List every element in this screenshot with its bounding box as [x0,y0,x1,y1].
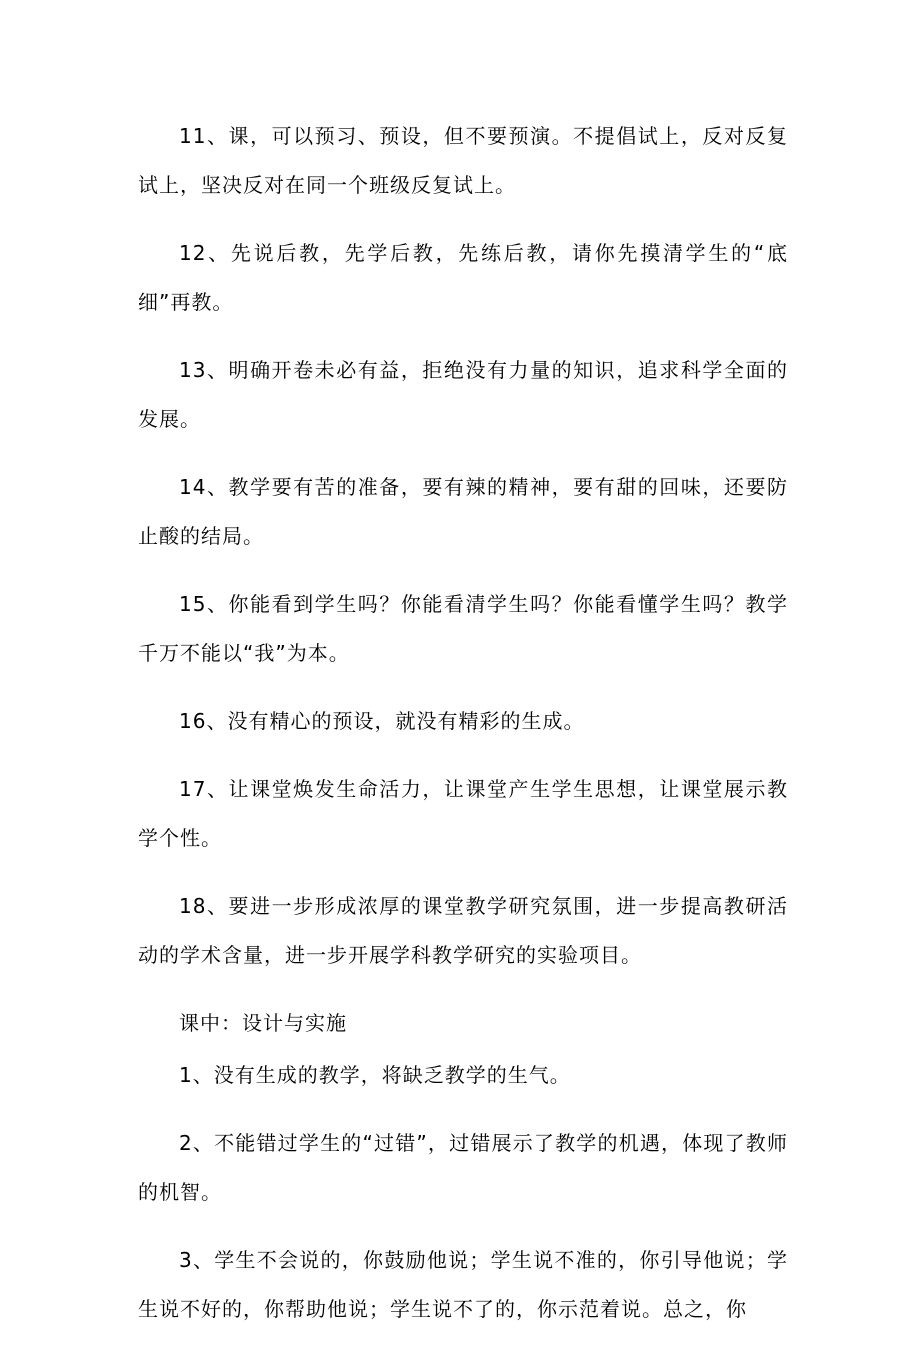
paragraph-13: 13、明确开卷未必有益，拒绝没有力量的知识，追求科学全面的发展。 [138,358,788,431]
paragraph-15: 15、你能看到学生吗？你能看清学生吗？你能看懂学生吗？教学千万不能以“我”为本。 [138,592,788,665]
paragraph-17: 17、让课堂焕发生命活力，让课堂产生学生思想，让课堂展示教学个性。 [138,777,788,850]
paragraph-18: 18、要进一步形成浓厚的课堂教学研究氛围，进一步提高教研活动的学术含量，进一步开展学科教学研究的实验项目。 [138,894,788,967]
paragraph-16: 16、没有精心的预设，就没有精彩的生成。 [179,709,585,733]
paragraph-12: 12、先说后教，先学后教，先练后教，请你先摸清学生的“底细”再教。 [138,241,788,314]
paragraph-2: 2、不能错过学生的“过错”，过错展示了教学的机遇，体现了教师的机智。 [138,1131,788,1204]
section-heading: 课中：设计与实施 [179,1011,347,1035]
paragraph-11: 11、课，可以预习、预设，但不要预演。不提倡试上，反对反复试上，坚决反对在同一个班级反复试上。 [138,124,788,197]
paragraph-14: 14、教学要有苦的准备，要有辣的精神，要有甜的回味，还要防止酸的结局。 [138,475,788,548]
document-body [138,112,788,1353]
paragraph-1: 1、没有生成的教学，将缺乏教学的生气。 [179,1063,571,1087]
paragraph-3: 3、学生不会说的，你鼓励他说；学生说不准的，你引导他说；学生说不好的，你帮助他说；学生说不了的，你示范着说。总之，你 [138,1248,788,1321]
